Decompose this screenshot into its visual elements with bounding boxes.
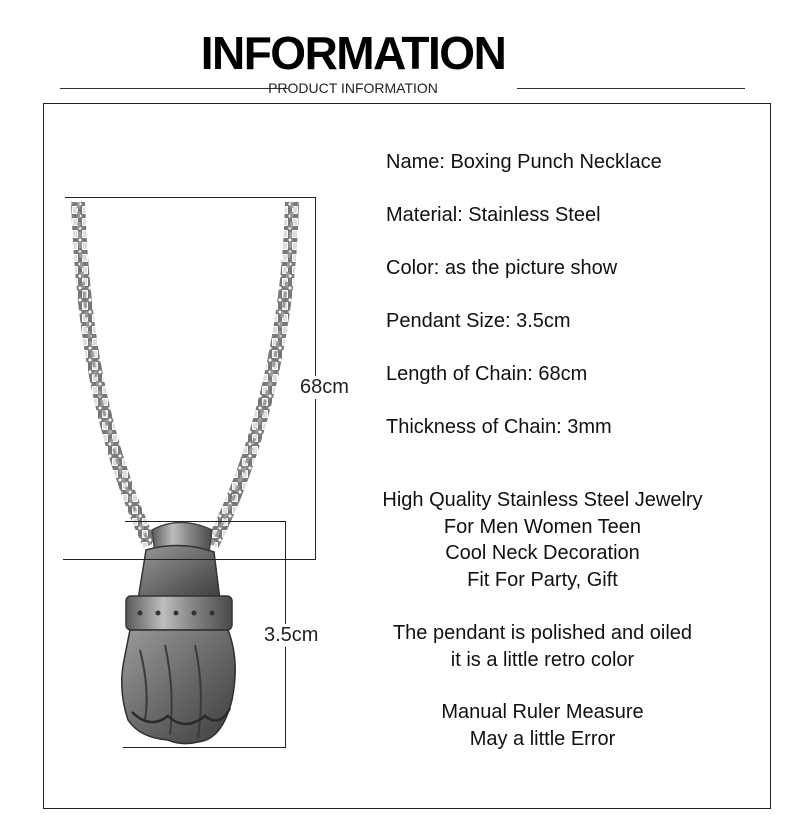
feature-line: For Men Women Teen: [443, 515, 642, 538]
finish-line: The pendant is polished and oiled: [392, 622, 693, 644]
pendant-size-label: 3.5cm: [264, 624, 319, 646]
chain-length-label: 68cm: [300, 376, 349, 398]
measure-line: Manual Ruler Measure: [441, 701, 644, 723]
measure-note: [330, 699, 755, 752]
chain-right: [212, 202, 292, 545]
finish-line: it is a little retro color: [450, 648, 635, 671]
spec-name: Name: Boxing Punch Necklace: [386, 151, 662, 173]
page-title: INFORMATION: [200, 27, 506, 79]
features-text: [330, 487, 755, 593]
chain-dimension-bottom: [63, 559, 315, 560]
measure-line: May a little Error: [469, 727, 616, 750]
pendant-fist: [122, 630, 235, 744]
chain-dimension-top: [65, 197, 315, 198]
spec-chain-length: Length of Chain: 68cm: [386, 363, 588, 385]
feature-line: High Quality Stainless Steel Jewelry: [382, 489, 703, 511]
feature-line: Cool Neck Decoration: [445, 542, 640, 564]
page-subtitle: PRODUCT INFORMATION: [268, 80, 438, 96]
spec-color: Color: as the picture show: [386, 257, 618, 279]
pendant-wrist: [138, 545, 220, 600]
spec-chain-thickness: Thickness of Chain: 3mm: [386, 416, 612, 438]
chain-left: [78, 202, 150, 545]
pendant-dimension-bottom: [123, 747, 286, 748]
spec-material: Material: Stainless Steel: [386, 204, 601, 226]
pendant-dimension-top: [125, 521, 286, 522]
finish-note: [330, 620, 755, 673]
spec-pendant-size: Pendant Size: 3.5cm: [386, 310, 571, 332]
feature-line: Fit For Party, Gift: [467, 568, 618, 591]
